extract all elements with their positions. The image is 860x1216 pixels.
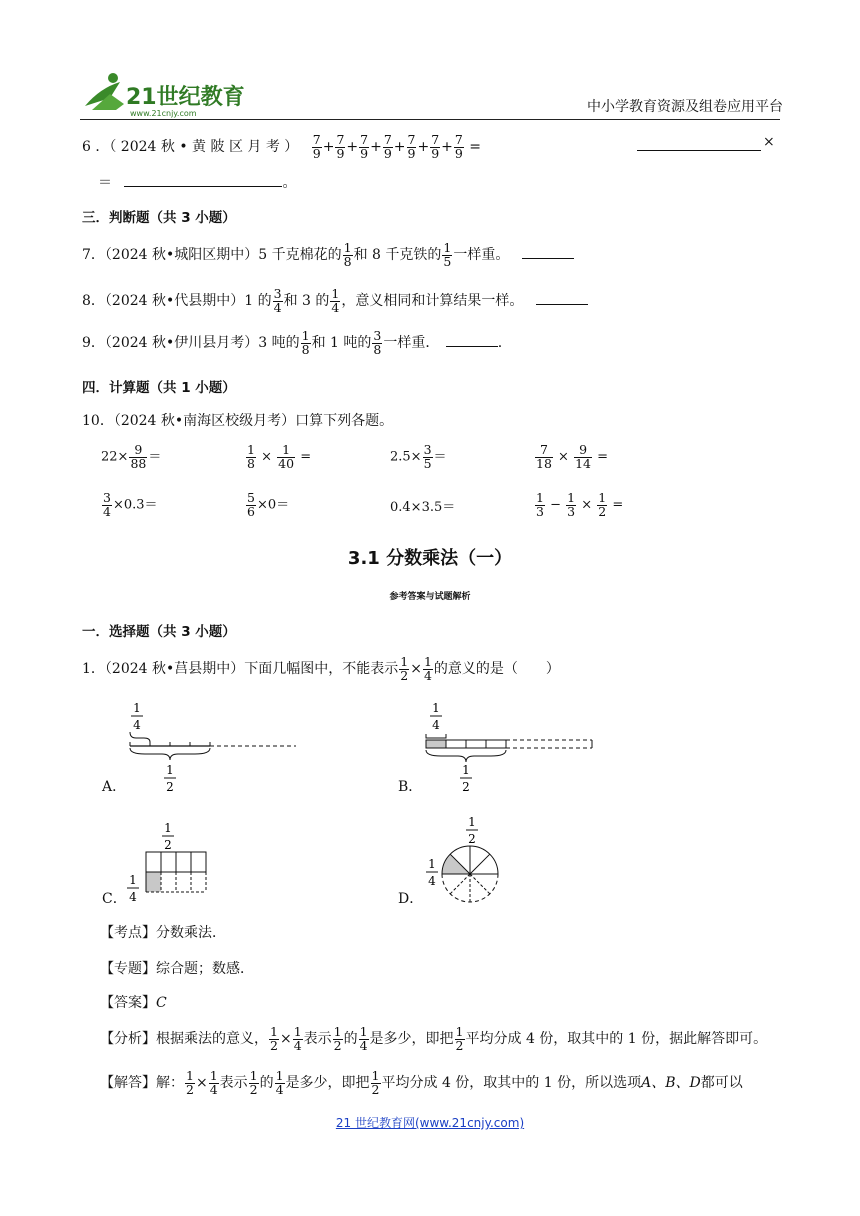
section-heading: 一．选择题（共 3 小题） [82, 624, 236, 640]
calc-item: $\frac{1}{3}$ − $\frac{1}{3}$ × $\frac{1}{2}$ = [536, 490, 624, 519]
fraction-label: 1 [164, 821, 172, 835]
question-6: 6 ．（ 2024 秋 • 黄 陂 区 月 考 ） $\frac{7}{9}$ + $\frac{7}{9}$ + $\frac{7}{9}$ + $\frac{7}{9}$ + $\frac{7}{9}$ + $\frac{7}{9}$ + $\frac{7}{9}$ = [82, 132, 482, 161]
figure-d [420, 812, 530, 916]
kaodian: 【考点】分数乘法． [100, 925, 226, 941]
fenxi: 【分析】根据乘法的意义， $\frac{1}{2}$ × $\frac{1}{4}$ 表示 $\frac{1}{2}$ 的 $\frac{1}{4}$ 是多少，即把 $\frac{1}{2}$ 平均分成 4 份，取其中的 1 份，据此解答即可。 [100, 1024, 768, 1053]
answer-blank[interactable] [522, 248, 574, 259]
answer-blank[interactable] [637, 140, 761, 151]
section-heading: 四．计算题（共 1 小题） [82, 380, 236, 396]
answer-blank[interactable] [124, 176, 282, 187]
fraction-label: 4 [133, 718, 141, 732]
svg-text:21世纪教育: 21世纪教育 [126, 85, 245, 110]
fraction-label: 2 [462, 780, 470, 794]
figure-a [100, 698, 300, 798]
option-d-label[interactable]: D． [398, 891, 424, 907]
fraction-label: 4 [428, 874, 436, 888]
footer-link[interactable]: 21 世纪教育网(www.21cnjy.com) [335, 1116, 525, 1130]
header-rule [80, 119, 780, 120]
calc-item: $\frac{3}{4}$ ×0.3＝ [103, 490, 158, 519]
calc-item: 22× $\frac{9}{88}$ ＝ [101, 442, 162, 471]
option-c-label[interactable]: C． [102, 891, 127, 907]
fraction-label: 2 [166, 780, 174, 794]
question-1: 1．（2024 秋•莒县期中）下面几幅图中，不能表示 $\frac{1}{2}$ × $\frac{1}{4}$ 的意义的是（ ） [82, 654, 560, 683]
question-9: 9．（2024 秋•伊川县月考）3 吨的 $\frac{1}{8}$ 和 1 吨的 $\frac{3}{8}$ 一样重． . [82, 328, 503, 357]
svg-text:www.21cnjy.com: www.21cnjy.com [130, 109, 197, 118]
calc-item: $\frac{5}{6}$ ×0＝ [247, 490, 290, 519]
option-b-label[interactable]: B． [398, 779, 423, 795]
platform-brand: 中小学教育资源及组卷应用平台 [587, 99, 783, 115]
answer-blank[interactable] [536, 294, 588, 305]
calc-item: 2.5× $\frac{3}{5}$ ＝ [390, 442, 447, 471]
question-6-line2: ＝ 。 [98, 175, 297, 191]
zhuanti: 【专题】综合题；数感． [100, 961, 254, 977]
fraction-label: 1 [428, 857, 436, 871]
question-8: 8．（2024 秋•代县期中）1 的 $\frac{3}{4}$ 和 3 的 $\frac{1}{4}$ ，意义相同和计算结果一样。 [82, 288, 588, 314]
fraction-label: 2 [468, 832, 476, 846]
calc-item: 0.4×3.5＝ [390, 500, 456, 515]
fraction-label: 4 [432, 718, 440, 732]
question-7: 7．（2024 秋•城阳区期中）5 千克棉花的 $\frac{1}{8}$ 和 8 千克铁的 $\frac{1}{5}$ 一样重。 [82, 242, 574, 268]
times-sign: × [763, 134, 775, 150]
page-subtitle: 参考答案与试题解析 [389, 592, 471, 602]
fraction-label: 4 [129, 890, 137, 904]
fraction-label: 1 [166, 763, 174, 777]
fraction-label: 1 [133, 701, 141, 715]
calc-item: $\frac{7}{18}$ × $\frac{9}{14}$ = [536, 442, 609, 471]
site-logo [80, 68, 250, 118]
answer: 【答案】C [100, 995, 167, 1011]
section-heading: 三．判断题（共 3 小题） [82, 210, 236, 226]
jieda: 【解答】解： $\frac{1}{2}$ × $\frac{1}{4}$ 表示 $\frac{1}{2}$ 的 $\frac{1}{4}$ 是多少，即把 $\frac{1}{2}$ 平均分成 4 份，取其中的 1 份，所以选项A、B、D都可以 [100, 1068, 743, 1097]
figure-b [396, 698, 596, 798]
calc-item: $\frac{1}{8}$ × $\frac{1}{40}$ = [247, 442, 312, 471]
fraction-label: 1 [468, 815, 476, 829]
question-10: 10．（2024 秋•南海区校级月考）口算下列各题。 [82, 413, 394, 429]
fraction-label: 1 [129, 873, 137, 887]
fraction-label: 2 [164, 838, 172, 852]
option-a-label[interactable]: A． [102, 779, 127, 795]
figure-c [120, 820, 230, 908]
answer-blank[interactable] [446, 336, 498, 347]
page-title: 3.1 分数乘法（一） [347, 548, 513, 569]
fraction-label: 1 [462, 763, 470, 777]
fraction-label: 1 [432, 701, 440, 715]
